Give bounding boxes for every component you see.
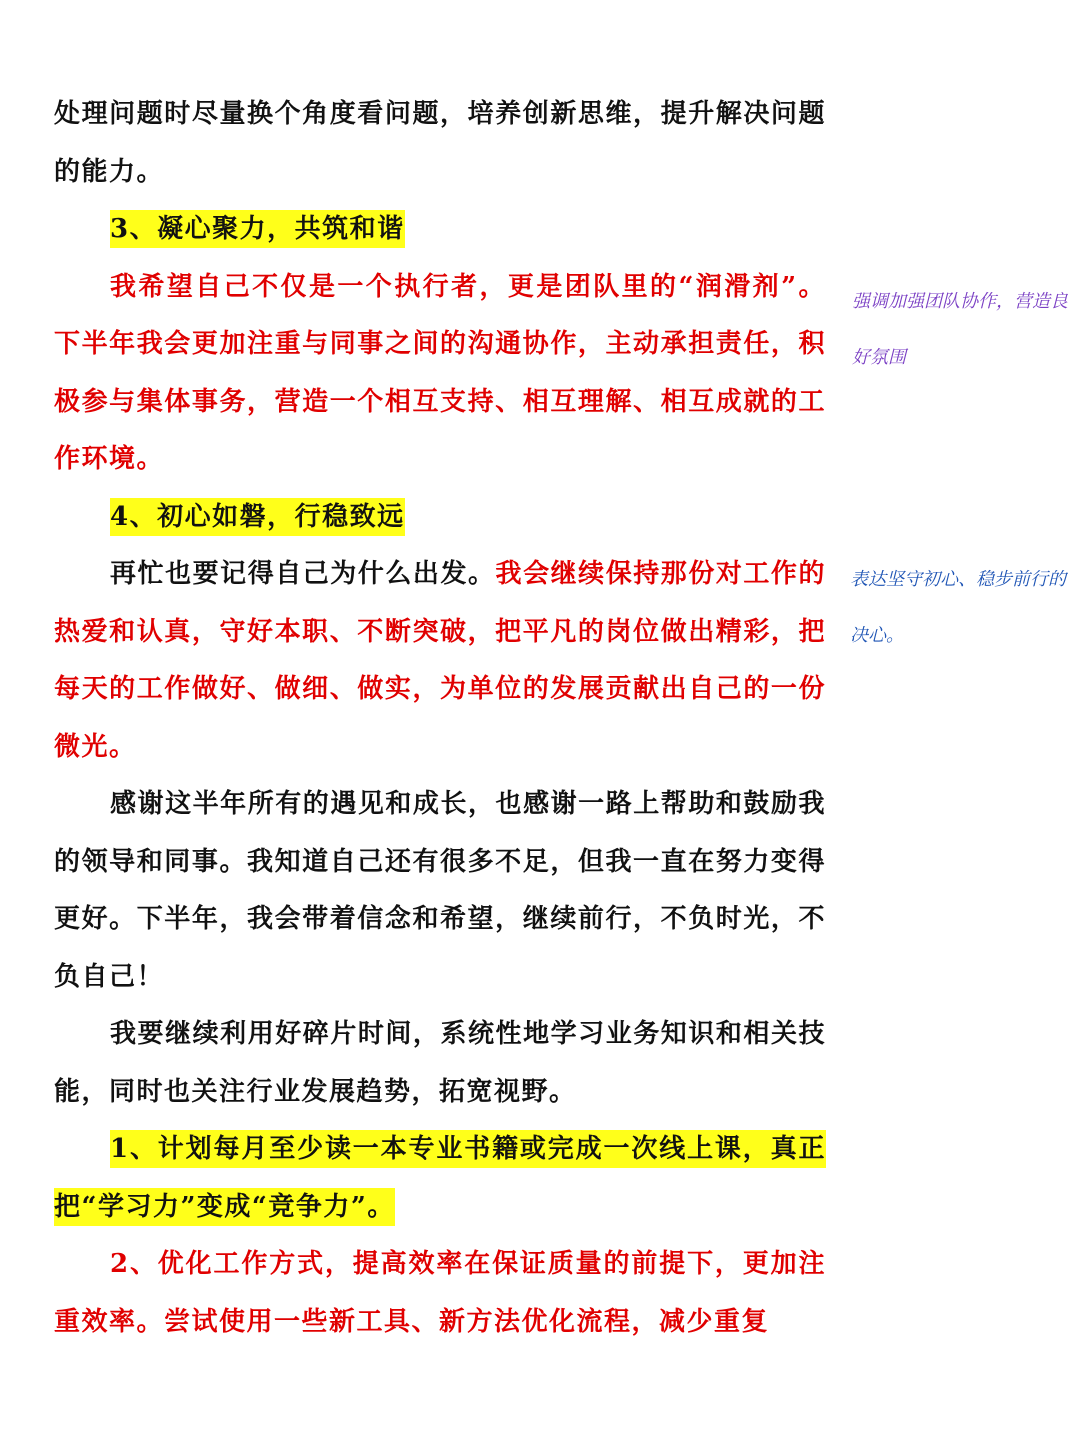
paragraph-learning [54,1006,826,1121]
heading-text: 3、凝心聚力，共筑和谐 [110,210,405,248]
paragraph-original-intention [54,546,826,776]
section-heading-4 [54,489,826,547]
paragraph-text: 感谢这半年所有的遇见和成长，也感谢一路上帮助和鼓励我的领导和同事。我知道自己还有很多不足，但我一直在努力变得更好。下半年，我会带着信念和希望，继续前行，不负时光，不负自己！ [54,789,826,992]
paragraph-text: 处理问题时尽量换个角度看问题，培养创新思维，提升解决问题的能力。 [54,99,826,187]
note-text: 强调加强团队协作，营造良好氛围 [852,291,1068,368]
section-heading-3 [54,201,826,259]
paragraph-text: 2、优化工作方式，提高效率在保证质量的前提下，更加注重效率。尝试使用一些新工具、新方法优化流程，减少重复 [54,1249,826,1337]
paragraph-text: 我希望自己不仅是一个执行者，更是团队里的“润滑剂”。下半年我会更加注重与同事之间的沟通协作，主动承担责任，积极参与集体事务，营造一个相互支持、相互理解、相互成就的工作环境。 [54,271,826,474]
paragraph-thanks [54,776,826,1006]
paragraph-text: 我要继续利用好碎片时间，系统性地学习业务知识和相关技能，同时也关注行业发展趋势，拓宽视野。 [54,1019,826,1107]
paragraph-efficiency [54,1236,826,1351]
margin-note-teamwork [852,274,1072,386]
paragraph-text-black: 再忙也要记得自己为什么出发。 [110,559,496,589]
paragraph-text-red: 我会继续保持那份对工作的热爱和认真，守好本职、不断突破，把平凡的岗位做出精彩，把每天的工作做好、做细、做实，为单位的发展贡献出自己的一份微光。 [54,559,826,762]
note-text: 表达坚守初心、稳步前行的决心。 [850,569,1066,646]
paragraph-teamwork [54,259,826,489]
highlighted-text: 1、计划每月至少读一本专业书籍或完成一次线上课，真正把“学习力”变成“竞争力”。 [54,1130,826,1226]
paragraph-problem-solving [54,86,826,201]
margin-note-intention [850,552,1070,664]
document-body [54,86,826,1351]
paragraph-plan-reading [54,1121,826,1236]
heading-text: 4、初心如磐，行稳致远 [110,498,405,536]
